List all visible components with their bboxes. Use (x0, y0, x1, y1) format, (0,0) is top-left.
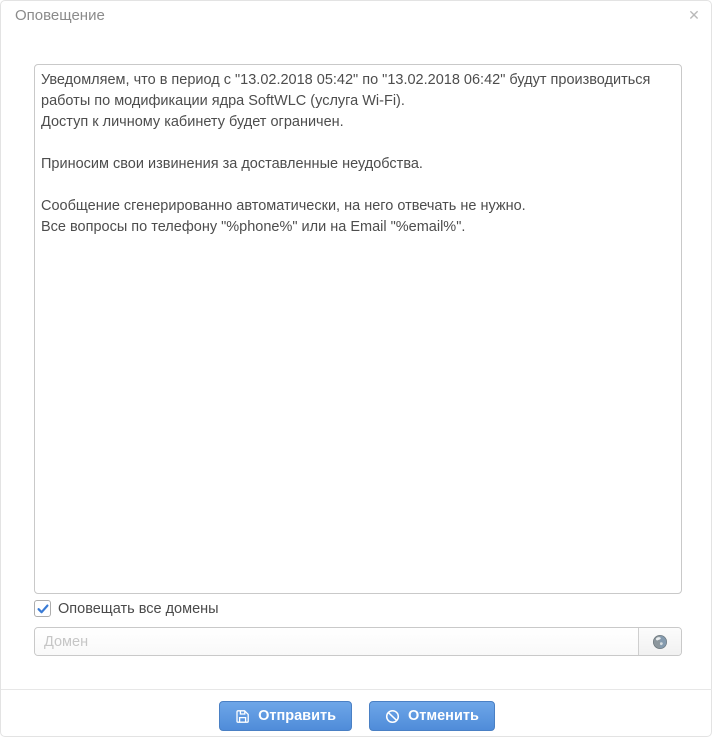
send-button[interactable] (219, 701, 352, 731)
footer-divider (1, 689, 712, 690)
globe-icon (652, 634, 668, 650)
notify-all-domains-label: Оповещать все домены (58, 600, 219, 617)
footer (1, 701, 712, 731)
cancel-button-label: Отменить (408, 708, 479, 724)
close-icon[interactable]: ✕ (688, 6, 700, 23)
domain-input[interactable] (35, 628, 638, 655)
domain-picker-button[interactable] (638, 628, 681, 655)
domain-field (34, 627, 682, 656)
notify-all-domains-checkbox[interactable] (34, 600, 51, 617)
save-icon (235, 709, 250, 724)
checkmark-icon (37, 603, 49, 615)
cancel-button[interactable] (369, 701, 495, 731)
send-button-label: Отправить (258, 708, 337, 724)
notify-all-domains-row (34, 600, 219, 617)
cancel-icon (385, 709, 400, 724)
message-textarea[interactable] (34, 64, 682, 594)
dialog-title: Оповещение (15, 7, 105, 24)
